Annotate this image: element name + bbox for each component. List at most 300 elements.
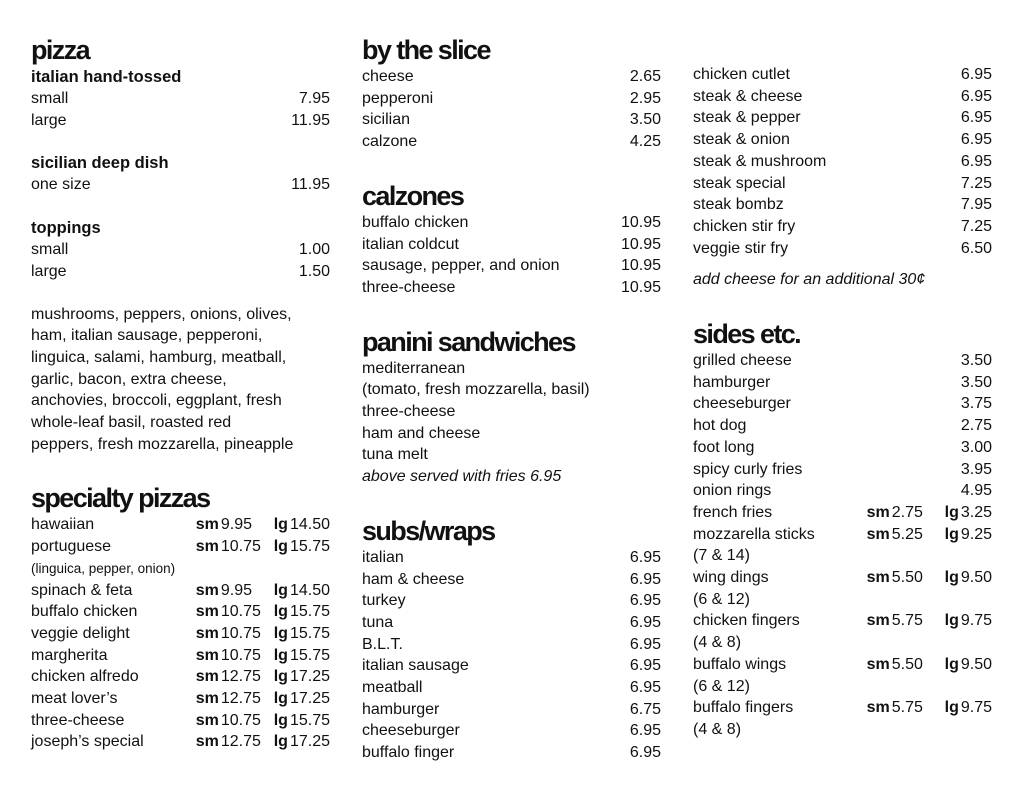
large-price: 17.25	[289, 668, 330, 686]
item-name: grilled cheese	[693, 352, 792, 370]
large-price-group	[274, 514, 330, 536]
menu-item	[31, 601, 330, 623]
menu-item	[693, 173, 992, 195]
menu-item	[362, 277, 661, 299]
panini-note: above served with fries 6.95	[362, 468, 562, 486]
slice-list	[362, 66, 661, 153]
item-price: 3.00	[960, 438, 992, 456]
large-size-label: lg	[273, 711, 288, 729]
small-size-label: sm	[195, 668, 219, 686]
toppings-line: linguica, salami, hamburg, meatball,	[31, 348, 287, 366]
item-price: 3.50	[629, 111, 661, 129]
large-price: 14.50	[289, 581, 330, 599]
size-prices	[196, 601, 330, 623]
small-size-label: sm	[195, 733, 219, 751]
size-prices	[196, 688, 330, 710]
pizza-heading: pizza	[31, 35, 90, 65]
menu-item	[31, 645, 330, 667]
menu-item	[31, 666, 330, 688]
item-name: steak & onion	[693, 131, 790, 149]
large-price-group	[274, 580, 330, 602]
large-price-group	[274, 666, 330, 688]
size-prices	[196, 536, 330, 558]
large-size-label: lg	[273, 516, 288, 534]
item-name: steak special	[693, 174, 786, 192]
item-price: 1.00	[298, 241, 330, 259]
small-price: 5.50	[891, 655, 923, 673]
small-price-group	[867, 502, 945, 524]
item-name: calzone	[362, 133, 418, 151]
small-price-group	[196, 710, 274, 732]
small-price-group	[867, 610, 945, 632]
item-name: onion rings	[693, 482, 772, 500]
item-price: 6.95	[629, 635, 661, 653]
item-name: italian coldcut	[362, 235, 459, 253]
menu-item	[693, 567, 992, 589]
item-price: 3.50	[960, 352, 992, 370]
menu-item	[362, 677, 661, 699]
large-price: 15.75	[289, 624, 330, 642]
large-price: 15.75	[289, 603, 330, 621]
toppings-line: ham, italian sausage, pepperoni,	[31, 327, 263, 345]
item-name: steak & mushroom	[693, 152, 827, 170]
large-size-label: lg	[273, 733, 288, 751]
large-price: 9.75	[960, 612, 992, 630]
menu-item	[693, 459, 992, 481]
small-size-label: sm	[866, 569, 890, 587]
menu-item	[693, 238, 992, 260]
large-size-label: lg	[944, 612, 959, 630]
item-name: spinach & feta	[31, 581, 133, 599]
panini-line: ham and cheese	[362, 424, 481, 442]
menu-item	[362, 569, 661, 591]
item-price: 10.95	[620, 235, 661, 253]
large-price-group	[945, 567, 992, 589]
item-note: (linguica, pepper, onion)	[31, 560, 176, 576]
calzones-list	[362, 212, 661, 299]
menu-column-3	[693, 64, 992, 741]
item-name: mozzarella sticks	[693, 525, 815, 543]
size-prices	[196, 731, 330, 753]
size-prices	[196, 623, 330, 645]
sides-heading: sides etc.	[693, 319, 801, 350]
menu-item	[693, 350, 992, 372]
item-price: 6.95	[960, 87, 992, 105]
large-price-group	[274, 601, 330, 623]
small-size-label: sm	[866, 655, 890, 673]
small-price: 12.75	[220, 668, 261, 686]
large-price-group	[274, 731, 330, 753]
item-price: 6.95	[960, 131, 992, 149]
toppings-line: garlic, bacon, extra cheese,	[31, 370, 227, 388]
large-size-label: lg	[944, 503, 959, 521]
menu-column-2	[362, 34, 661, 764]
menu-item	[693, 697, 992, 719]
size-prices	[867, 502, 992, 524]
small-price-group	[867, 524, 945, 546]
small-size-label: sm	[866, 612, 890, 630]
item-name: one size	[31, 176, 91, 194]
steak-list	[693, 64, 992, 259]
menu-item	[362, 634, 661, 656]
small-size-label: sm	[195, 711, 219, 729]
sides-sized-list	[693, 502, 992, 741]
menu-item	[362, 699, 661, 721]
small-price: 10.75	[220, 603, 261, 621]
small-price-group	[196, 666, 274, 688]
item-price: 6.95	[629, 722, 661, 740]
item-name: portuguese	[31, 538, 112, 556]
item-name: buffalo chicken	[31, 603, 138, 621]
panini-line: mediterranean	[362, 359, 466, 377]
item-name: french fries	[693, 503, 773, 521]
item-name: three-cheese	[31, 711, 125, 729]
large-size-label: lg	[273, 538, 288, 556]
small-price: 5.75	[891, 699, 923, 717]
toppings-line: peppers, fresh mozzarella, pineapple	[31, 435, 294, 453]
small-price-group	[196, 514, 274, 536]
item-price: 6.95	[629, 657, 661, 675]
large-size-label: lg	[273, 668, 288, 686]
menu-item	[693, 107, 992, 129]
large-price: 15.75	[289, 538, 330, 556]
item-price: 7.25	[960, 217, 992, 235]
menu-item	[693, 610, 992, 632]
large-price-group	[945, 610, 992, 632]
item-name: spicy curly fries	[693, 460, 803, 478]
item-note: (4 & 8)	[693, 720, 742, 738]
toppings-line: whole-leaf basil, roasted red	[31, 414, 232, 432]
item-name: sicilian	[362, 111, 411, 129]
item-name: tuna	[362, 613, 394, 631]
item-price: 6.95	[960, 152, 992, 170]
calzones-heading: calzones	[362, 180, 464, 211]
item-name: foot long	[693, 438, 755, 456]
menu-item	[31, 623, 330, 645]
item-name: cheeseburger	[362, 722, 460, 740]
item-name: veggie delight	[31, 624, 130, 642]
large-price: 9.75	[960, 699, 992, 717]
item-price: 2.95	[629, 89, 661, 107]
small-price: 5.75	[891, 612, 923, 630]
item-price: 3.75	[960, 395, 992, 413]
item-price: 6.95	[629, 592, 661, 610]
large-price-group	[945, 697, 992, 719]
item-name: turkey	[362, 592, 406, 610]
item-price: 6.95	[629, 744, 661, 762]
specialty-pizzas-heading: specialty pizzas	[31, 483, 210, 514]
menu-item	[362, 655, 661, 677]
item-name: chicken cutlet	[693, 66, 790, 83]
panini-list	[362, 358, 661, 467]
item-price: 6.50	[960, 239, 992, 257]
small-price-group	[196, 623, 274, 645]
sides-list	[693, 350, 992, 502]
small-price: 10.75	[220, 624, 261, 642]
panini-line: tuna melt	[362, 446, 428, 464]
menu-item	[693, 86, 992, 108]
small-price-group	[867, 654, 945, 676]
item-name: meat lover’s	[31, 690, 118, 708]
size-prices	[196, 580, 330, 602]
item-name: steak bombz	[693, 196, 784, 214]
small-size-label: sm	[195, 624, 219, 642]
menu-item	[362, 131, 661, 153]
size-prices	[867, 697, 992, 719]
large-price: 15.75	[289, 646, 330, 664]
size-prices	[867, 654, 992, 676]
large-size-label: lg	[273, 690, 288, 708]
menu-item	[362, 66, 661, 88]
item-name: chicken stir fry	[693, 217, 796, 235]
item-price: 7.95	[298, 90, 330, 107]
menu-item	[693, 393, 992, 415]
specialty-pizzas-list	[31, 514, 330, 753]
item-price: 6.75	[629, 700, 661, 718]
item-name: sausage, pepper, and onion	[362, 257, 560, 275]
item-name: wing dings	[693, 569, 769, 587]
item-name: veggie stir fry	[693, 239, 789, 257]
item-price: 7.25	[960, 174, 992, 192]
item-price: 3.50	[960, 373, 992, 391]
small-size-label: sm	[195, 581, 219, 599]
menu-item	[693, 216, 992, 238]
item-note: (6 & 12)	[693, 590, 750, 608]
menu-item	[31, 239, 330, 261]
item-price: 7.95	[960, 196, 992, 214]
sicilian-subheading: sicilian deep dish	[31, 154, 169, 173]
menu-item	[693, 502, 992, 524]
menu-item	[362, 88, 661, 110]
panini-line: three-cheese	[362, 403, 456, 421]
item-name: hamburger	[362, 700, 440, 718]
menu-item	[693, 415, 992, 437]
size-prices	[196, 514, 330, 536]
menu-item	[362, 547, 661, 569]
item-name: italian sausage	[362, 657, 469, 675]
menu-column-1	[31, 34, 330, 753]
menu-item	[31, 174, 330, 196]
item-note: (7 & 14)	[693, 547, 750, 565]
toppings-list	[31, 304, 330, 456]
item-name: meatball	[362, 679, 423, 697]
small-price: 10.75	[220, 538, 261, 556]
item-name: three-cheese	[362, 278, 456, 296]
small-price-group	[196, 536, 274, 558]
item-name: small	[31, 90, 69, 107]
large-size-label: lg	[273, 646, 288, 664]
item-name: chicken alfredo	[31, 668, 139, 686]
large-price-group	[274, 710, 330, 732]
menu-item	[693, 372, 992, 394]
item-price: 3.95	[960, 460, 992, 478]
item-name: hawaiian	[31, 516, 95, 534]
small-size-label: sm	[866, 503, 890, 521]
small-size-label: sm	[195, 603, 219, 621]
item-price: 10.95	[620, 213, 661, 231]
item-name: steak & cheese	[693, 87, 803, 105]
panini-line: (tomato, fresh mozzarella, basil)	[362, 381, 590, 399]
large-size-label: lg	[273, 581, 288, 599]
menu-item	[31, 88, 330, 110]
item-price: 4.25	[629, 133, 661, 151]
size-prices	[196, 645, 330, 667]
item-name: small	[31, 241, 69, 259]
menu-item	[31, 688, 330, 710]
large-size-label: lg	[944, 525, 959, 543]
small-price: 9.95	[220, 581, 252, 599]
panini-heading: panini sandwiches	[362, 326, 575, 357]
large-price: 3.25	[960, 503, 992, 521]
menu-item	[31, 110, 330, 132]
item-price: 1.50	[298, 262, 330, 280]
item-name: steak & pepper	[693, 109, 801, 127]
large-price-group	[945, 502, 992, 524]
menu-item	[362, 590, 661, 612]
large-price: 15.75	[289, 711, 330, 729]
menu-item	[362, 109, 661, 131]
large-size-label: lg	[944, 699, 959, 717]
menu-item	[693, 194, 992, 216]
item-price: 11.95	[291, 111, 330, 129]
item-name: joseph’s special	[31, 733, 144, 751]
item-price: 6.95	[629, 570, 661, 588]
item-name: buffalo chicken	[362, 213, 469, 231]
size-prices	[867, 567, 992, 589]
subs-list	[362, 547, 661, 764]
menu-item	[693, 524, 992, 546]
size-prices	[196, 666, 330, 688]
item-price: 6.95	[960, 109, 992, 127]
menu-item	[362, 255, 661, 277]
large-size-label: lg	[944, 569, 959, 587]
large-size-label: lg	[273, 624, 288, 642]
hand-tossed-subheading: italian hand-tossed	[31, 68, 182, 86]
size-prices	[196, 710, 330, 732]
item-name: buffalo fingers	[693, 699, 794, 717]
large-price-group	[945, 654, 992, 676]
small-price-group	[196, 731, 274, 753]
add-cheese-note: add cheese for an additional 30¢	[693, 271, 926, 289]
item-name: large	[31, 111, 67, 129]
small-price: 10.75	[220, 711, 261, 729]
small-size-label: sm	[866, 525, 890, 543]
menu-item	[31, 261, 330, 283]
item-price: 10.95	[620, 278, 661, 296]
small-price-group	[867, 697, 945, 719]
small-price: 12.75	[220, 690, 261, 708]
item-name: B.L.T.	[362, 635, 403, 653]
menu-item	[693, 151, 992, 173]
large-price: 9.50	[960, 569, 992, 587]
item-price: 4.95	[960, 482, 992, 500]
menu-item	[693, 480, 992, 502]
small-price-group	[196, 688, 274, 710]
large-price-group	[274, 688, 330, 710]
small-price-group	[196, 645, 274, 667]
item-name: cheeseburger	[693, 395, 791, 413]
item-name: hot dog	[693, 417, 747, 435]
item-name: buffalo finger	[362, 744, 455, 762]
small-price: 9.95	[220, 516, 252, 534]
menu-item	[31, 580, 330, 602]
item-price: 11.95	[291, 176, 330, 194]
item-name: italian	[362, 548, 404, 566]
small-price: 2.75	[891, 503, 923, 521]
item-price: 6.95	[629, 548, 661, 566]
small-size-label: sm	[866, 699, 890, 717]
large-price: 17.25	[289, 690, 330, 708]
small-size-label: sm	[195, 690, 219, 708]
large-price: 14.50	[289, 516, 330, 534]
item-name: chicken fingers	[693, 612, 800, 630]
item-name: pepperoni	[362, 89, 434, 107]
small-price: 5.50	[891, 569, 923, 587]
toppings-line: mushrooms, peppers, onions, olives,	[31, 305, 292, 323]
item-name: hamburger	[693, 373, 771, 391]
menu-item	[693, 654, 992, 676]
small-price-group	[196, 601, 274, 623]
menu-item	[31, 514, 330, 536]
menu-item	[31, 710, 330, 732]
item-name: margherita	[31, 646, 108, 664]
size-prices	[867, 610, 992, 632]
item-note: (4 & 8)	[693, 634, 742, 652]
menu-item	[362, 212, 661, 234]
small-price-group	[867, 567, 945, 589]
large-price-group	[945, 524, 992, 546]
menu-item	[31, 731, 330, 753]
menu-item	[693, 437, 992, 459]
by-the-slice-heading: by the slice	[362, 35, 490, 65]
small-price: 12.75	[220, 733, 261, 751]
large-price: 9.50	[960, 655, 992, 673]
item-price: 6.95	[960, 66, 992, 83]
large-price-group	[274, 623, 330, 645]
item-name: buffalo wings	[693, 655, 787, 673]
small-size-label: sm	[195, 516, 219, 534]
toppings-line: anchovies, broccoli, eggplant, fresh	[31, 392, 282, 410]
item-price: 6.95	[629, 679, 661, 697]
menu-item	[362, 612, 661, 634]
menu-item	[31, 536, 330, 558]
item-price: 2.75	[960, 417, 992, 435]
item-note: (6 & 12)	[693, 677, 750, 695]
small-price: 10.75	[220, 646, 261, 664]
item-name: ham & cheese	[362, 570, 465, 588]
menu-item	[362, 720, 661, 742]
large-size-label: lg	[273, 603, 288, 621]
large-price: 9.25	[960, 525, 992, 543]
menu-item	[693, 129, 992, 151]
menu-item	[362, 742, 661, 764]
toppings-subheading: toppings	[31, 219, 101, 238]
item-price: 2.65	[629, 68, 661, 85]
small-size-label: sm	[195, 538, 219, 556]
large-price-group	[274, 645, 330, 667]
large-price-group	[274, 536, 330, 558]
menu-item	[362, 234, 661, 256]
size-prices	[867, 524, 992, 546]
item-price: 10.95	[620, 257, 661, 275]
subs-wraps-heading: subs/wraps	[362, 515, 495, 546]
large-size-label: lg	[944, 655, 959, 673]
menu-item	[693, 64, 992, 86]
item-name: cheese	[362, 68, 414, 85]
small-size-label: sm	[195, 646, 219, 664]
large-price: 17.25	[289, 733, 330, 751]
small-price: 5.25	[891, 525, 923, 543]
